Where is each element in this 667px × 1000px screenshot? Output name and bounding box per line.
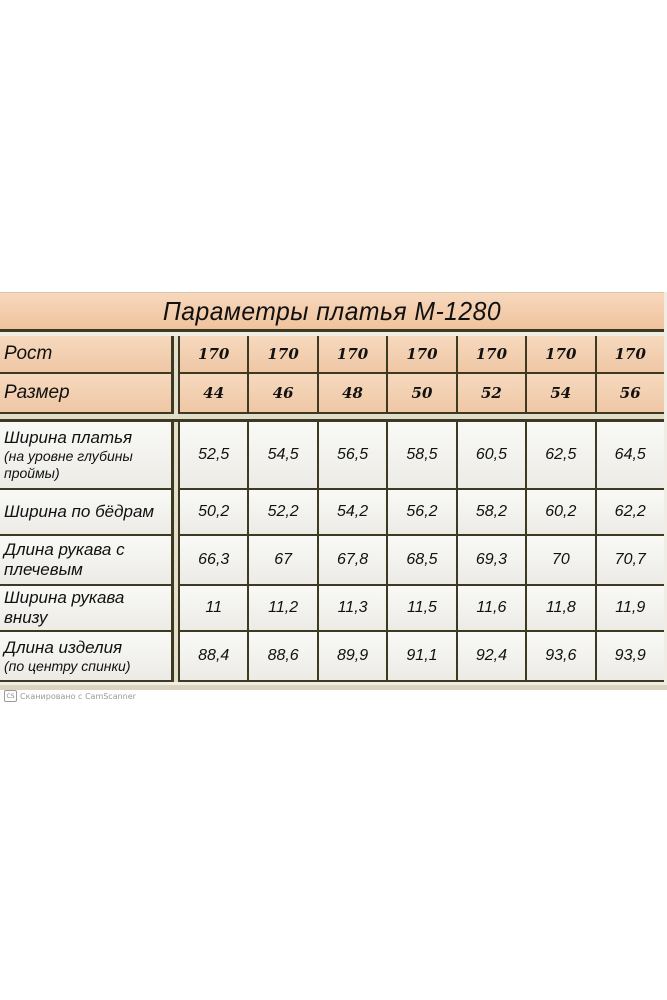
table-cell: 56 bbox=[597, 374, 664, 414]
table-cell: 69,3 bbox=[458, 536, 527, 586]
row-sublabel-text: (по центру спинки) bbox=[4, 657, 131, 674]
table-cell: 58,5 bbox=[388, 422, 457, 490]
section-divider bbox=[0, 414, 664, 422]
table-cell: 46 bbox=[249, 374, 318, 414]
table-row bbox=[0, 536, 664, 586]
table-cell: 170 bbox=[458, 336, 527, 374]
table-cell: 50,2 bbox=[180, 490, 249, 536]
table-row bbox=[0, 490, 664, 536]
row-sublabel-text: (на уровне глубины проймы) bbox=[4, 448, 133, 481]
table-cell: 88,4 bbox=[180, 632, 249, 682]
row-label-text: Ширина платья bbox=[4, 428, 133, 447]
chart-title-bar bbox=[0, 292, 664, 332]
table-cell: 54,2 bbox=[319, 490, 388, 536]
table-cell: 54,5 bbox=[249, 422, 318, 490]
table-cell: 60,2 bbox=[527, 490, 596, 536]
table-cell: 11,2 bbox=[249, 586, 318, 632]
table-cell: 58,2 bbox=[458, 490, 527, 536]
table-cell: 70 bbox=[527, 536, 596, 586]
row-label bbox=[0, 422, 174, 490]
table-row bbox=[0, 586, 664, 632]
table-cell: 52 bbox=[458, 374, 527, 414]
table-cell: 68,5 bbox=[388, 536, 457, 586]
table-cell: 93,6 bbox=[527, 632, 596, 682]
row-label-text: Ширина по бёдрам bbox=[4, 502, 155, 521]
row-label-text: Длина изделия bbox=[4, 637, 123, 657]
row-label bbox=[0, 536, 174, 586]
table-cell: 50 bbox=[388, 374, 457, 414]
table-cell: 44 bbox=[180, 374, 249, 414]
table-cell: 64,5 bbox=[597, 422, 664, 490]
camscanner-watermark bbox=[4, 690, 136, 702]
table-cell: 48 bbox=[319, 374, 388, 414]
row-label bbox=[0, 490, 174, 536]
table-cell: 52,2 bbox=[249, 490, 318, 536]
table-cell: 62,5 bbox=[527, 422, 596, 490]
table-cell: 11 bbox=[180, 586, 249, 632]
chart-title: Параметры платья М-1280 bbox=[162, 295, 502, 326]
table-cell: 52,5 bbox=[180, 422, 249, 490]
table-cell: 62,2 bbox=[597, 490, 664, 536]
table-cell: 11,5 bbox=[388, 586, 457, 632]
table-cell: 66,3 bbox=[180, 536, 249, 586]
table-row bbox=[0, 632, 664, 682]
table-row-height bbox=[0, 336, 664, 374]
table-row-size bbox=[0, 374, 664, 414]
table-cell: 56,2 bbox=[388, 490, 457, 536]
table-cell: 67 bbox=[249, 536, 318, 586]
row-label bbox=[0, 632, 174, 682]
table-cell: 170 bbox=[319, 336, 388, 374]
table-cell: 11,3 bbox=[319, 586, 388, 632]
table-cell: 60,5 bbox=[458, 422, 527, 490]
row-label bbox=[0, 336, 174, 374]
table-cell: 11,8 bbox=[527, 586, 596, 632]
table-cell: 70,7 bbox=[597, 536, 664, 586]
row-label-text: Рост bbox=[4, 343, 53, 364]
row-label-text: Длина рукава с плечевым bbox=[4, 540, 125, 579]
table-cell: 92,4 bbox=[458, 632, 527, 682]
table-cell: 56,5 bbox=[319, 422, 388, 490]
table-cell: 89,9 bbox=[319, 632, 388, 682]
table-cell: 170 bbox=[249, 336, 318, 374]
row-label-text: Ширина рукава внизу bbox=[4, 588, 125, 627]
row-label-text: Размер bbox=[4, 382, 70, 403]
table-cell: 11,9 bbox=[597, 586, 664, 632]
size-chart bbox=[0, 292, 667, 690]
table-cell: 170 bbox=[180, 336, 249, 374]
table-cell: 91,1 bbox=[388, 632, 457, 682]
row-label bbox=[0, 374, 174, 414]
table-cell: 170 bbox=[597, 336, 664, 374]
table-cell: 170 bbox=[527, 336, 596, 374]
camscanner-logo-icon: CS bbox=[4, 690, 17, 702]
watermark-text: Сканировано с CamScanner bbox=[20, 691, 136, 701]
table-cell: 88,6 bbox=[249, 632, 318, 682]
table-cell: 67,8 bbox=[319, 536, 388, 586]
table-cell: 93,9 bbox=[597, 632, 664, 682]
table-cell: 54 bbox=[527, 374, 596, 414]
table-cell: 170 bbox=[388, 336, 457, 374]
table-cell: 11,6 bbox=[458, 586, 527, 632]
row-label bbox=[0, 586, 174, 632]
table-row bbox=[0, 422, 664, 490]
